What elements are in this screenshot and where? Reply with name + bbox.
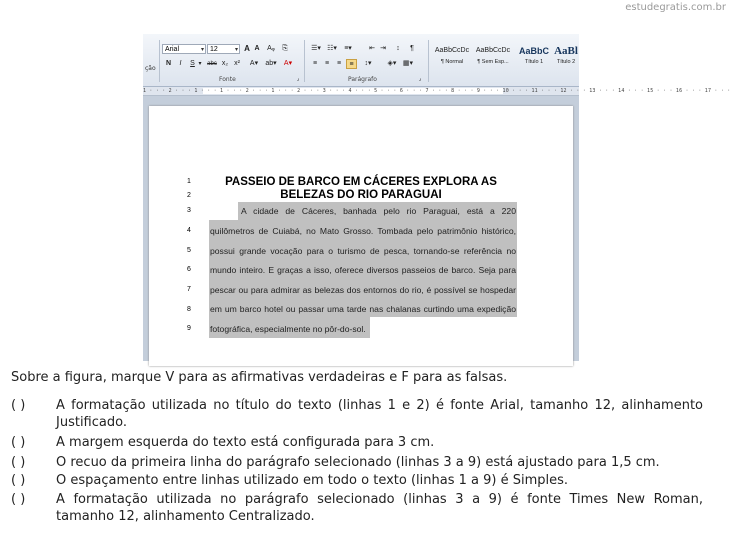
style-name: Título 2 [556, 59, 576, 65]
document-page[interactable] [149, 106, 573, 366]
body-line: em um barco hotel ou passar uma tarde nas chalanas curtindo uma expedição [210, 304, 516, 314]
decrease-indent-icon[interactable]: ⇤ [369, 45, 375, 52]
question-item [11, 397, 703, 431]
font-color-icon[interactable]: A▾ [283, 60, 293, 67]
chevron-down-icon[interactable]: ▾ [200, 47, 204, 53]
body-line: A cidade de Cáceres, banhada pelo rio Paraguai, está a 220 [241, 206, 516, 216]
word-screenshot [143, 34, 730, 361]
question-item [11, 454, 703, 471]
increase-indent-icon[interactable]: ⇥ [380, 45, 386, 52]
answer-blank[interactable]: ( ) [11, 473, 26, 488]
subscript-button[interactable]: x₂ [221, 60, 229, 67]
font-name-combo[interactable] [162, 44, 206, 54]
line-number: 1 [187, 178, 191, 185]
body-line: possui grande vocação para o turismo de pesca, tornando-se referência no [210, 246, 516, 256]
ribbon-separator [428, 40, 429, 82]
question-item [11, 434, 703, 451]
ribbon-separator [304, 40, 305, 82]
clear-format-icon[interactable]: Aᵩ [267, 45, 275, 52]
horizontal-ruler[interactable] [143, 87, 730, 96]
clipboard-group-label-fragment: ção [145, 65, 156, 72]
document-title-line-2: BELEZAS DO RIO PARAGUAI [280, 189, 442, 201]
style-name: Título 1 [524, 59, 544, 65]
watermark: estudegratis.com.br [625, 2, 726, 13]
ribbon-separator [159, 40, 160, 82]
style-heading-2[interactable] [549, 44, 583, 76]
line-number: 5 [187, 247, 191, 254]
question-item-text: A formatação utilizada no título do texto (linhas 1 e 2) é fonte Arial, tamanho 12, alinhamento Justificado. [56, 398, 703, 430]
shading-icon[interactable]: ◈▾ [387, 60, 397, 67]
font-size-combo[interactable] [207, 44, 240, 54]
body-line: pescar ou para admirar as belezas dos entornos do rio, é possível se hospedar [210, 285, 516, 295]
show-marks-button[interactable]: ¶ [410, 45, 414, 52]
body-line: mundo inteiro. E graças a isso, oferece diversos passeios de barco. Seja para [210, 265, 516, 275]
question-item [11, 472, 703, 489]
change-case-icon[interactable]: ⎘ [282, 45, 288, 52]
document-area [143, 96, 579, 361]
style-name: ¶ Sem Esp... [477, 59, 509, 65]
line-number: 4 [187, 227, 191, 234]
line-number: 9 [187, 325, 191, 332]
chevron-down-icon[interactable]: ▾ [198, 61, 202, 67]
body-line: fotográfica, especialmente no pôr-do-sol. [210, 324, 366, 334]
ruler-ticks: 1 · · · 2 · · · 1 · · · 1 · · · 2 · · · 1 · · · 2 · · · 3 · · · 4 · · · 5 · · · 6 · · · 7 · · · 8 · · · 9 · · · 10 · · · 11 · · · 12 · · · 13 · · · 14 · · · 15 · · · 16 · · · 17 · · · [143, 88, 730, 94]
line-number: 8 [187, 306, 191, 313]
style-normal[interactable] [432, 44, 472, 76]
answer-blank[interactable]: ( ) [11, 455, 26, 470]
line-number: 2 [187, 192, 191, 199]
justify-icon[interactable]: ≡ [346, 59, 357, 69]
text-effects-icon[interactable]: A▾ [249, 60, 259, 67]
chevron-down-icon[interactable]: ▾ [234, 47, 238, 53]
body-line: quilômetros de Cuiabá, no Mato Grosso. Tombada pelo patrimônio histórico, [210, 226, 516, 236]
dialog-launcher-icon[interactable]: ⌟ [296, 76, 300, 82]
font-size-value: 12 [210, 46, 218, 53]
question-prompt: Sobre a figura, marque V para as afirmativas verdadeiras e F para as falsas. [11, 370, 508, 385]
underline-button[interactable]: S [190, 60, 195, 67]
question-item [11, 491, 703, 525]
paragraph-group-label: Parágrafo [348, 76, 377, 83]
numbering-icon[interactable]: ☷▾ [327, 45, 337, 52]
style-name: ¶ Normal [440, 59, 464, 65]
line-spacing-icon[interactable]: ↕▾ [364, 60, 372, 67]
answer-blank[interactable]: ( ) [11, 492, 26, 507]
style-sample: AaBl [554, 45, 578, 57]
ribbon [143, 34, 579, 87]
question-item-text: O espaçamento entre linhas utilizado em todo o texto (linhas 1 a 9) é Simples. [56, 473, 569, 488]
multilevel-list-icon[interactable]: ≡▾ [344, 45, 352, 52]
answer-blank[interactable]: ( ) [11, 435, 26, 450]
document-title-line-1: PASSEIO DE BARCO EM CÁCERES EXPLORA AS [225, 176, 497, 188]
align-center-icon[interactable]: ≡ [324, 60, 330, 67]
highlight-icon[interactable]: ab▾ [265, 60, 277, 67]
style-sample: AaBbCcDc [434, 47, 470, 54]
bullets-icon[interactable]: ☰▾ [311, 45, 321, 52]
style-heading-1[interactable] [514, 44, 554, 76]
line-number: 6 [187, 266, 191, 273]
style-sample: AaBbCcDc [475, 47, 511, 54]
shrink-font-button[interactable]: A [254, 45, 260, 52]
borders-icon[interactable]: ▦▾ [402, 60, 414, 67]
style-sample: AaBbC [518, 46, 549, 56]
font-group-label: Fonte [219, 76, 236, 83]
align-right-icon[interactable]: ≡ [336, 60, 342, 67]
superscript-button[interactable]: x² [234, 60, 240, 67]
dialog-launcher-icon[interactable]: ⌟ [418, 76, 422, 82]
italic-button[interactable]: I [179, 60, 182, 67]
question-item-text: O recuo da primeira linha do parágrafo selecionado (linhas 3 a 9) está ajustado para 1,5 cm. [56, 455, 660, 470]
line-number: 7 [187, 286, 191, 293]
sort-icon[interactable]: ↕ [396, 45, 400, 52]
question-item-text: A margem esquerda do texto está configurada para 3 cm. [56, 435, 435, 450]
answer-blank[interactable]: ( ) [11, 398, 26, 413]
strikethrough-button[interactable]: abc [207, 61, 217, 67]
line-number: 3 [187, 207, 191, 214]
bold-button[interactable]: N [165, 60, 172, 67]
font-name-value: Arial [165, 46, 180, 53]
style-no-spacing[interactable] [473, 44, 513, 76]
grow-font-button[interactable]: A [244, 44, 250, 53]
align-left-icon[interactable]: ≡ [312, 60, 318, 67]
question-item-text: A formatação utilizada no parágrafo selecionado (linhas 3 a 9) é fonte Times New Roman, tamanho 12, alinhamento Centralizado. [56, 492, 703, 524]
